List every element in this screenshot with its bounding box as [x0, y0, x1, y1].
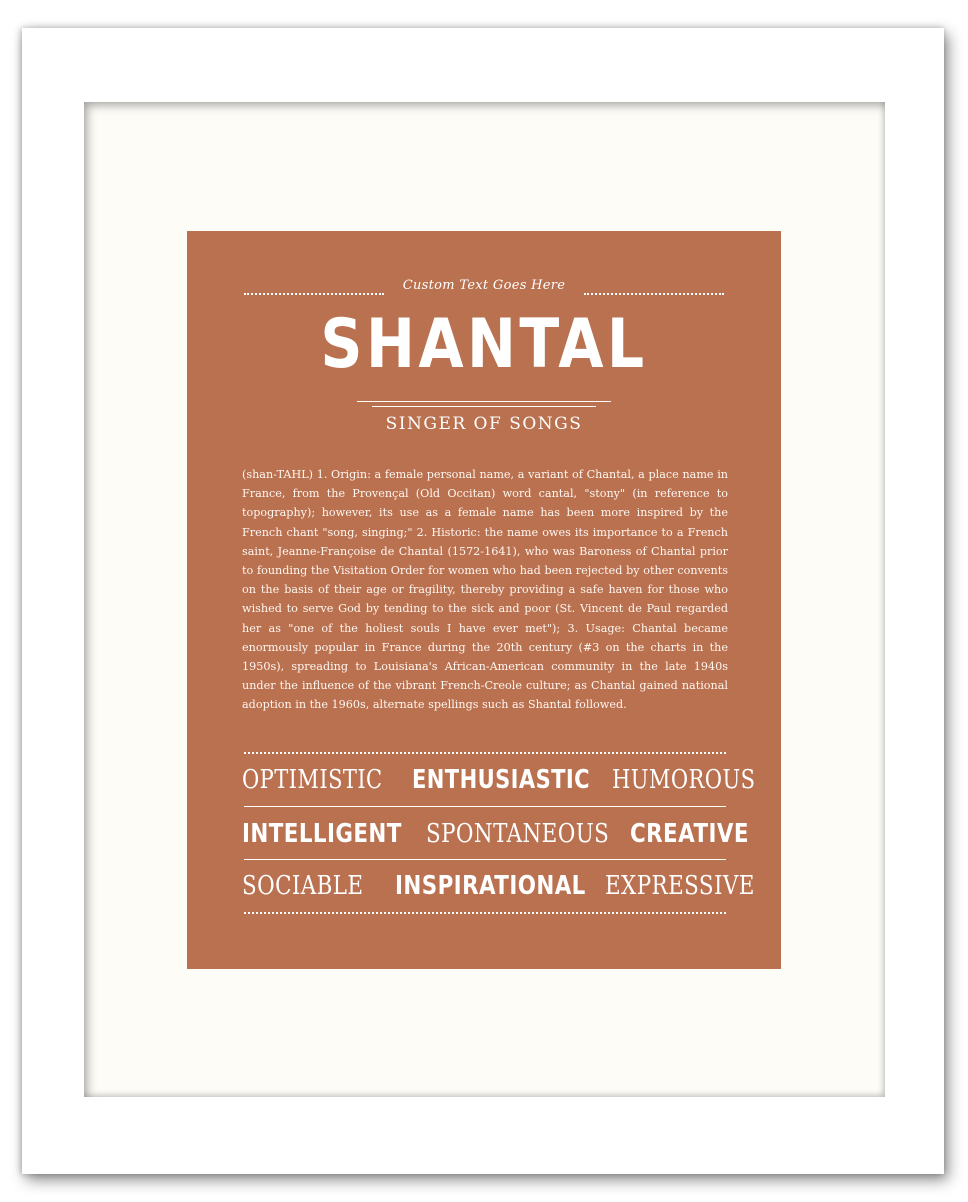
trait-rule-2	[244, 859, 726, 860]
dotted-divider-left	[244, 293, 384, 295]
trait-word: ENTHUSIASTIC	[411, 765, 590, 795]
dotted-divider-traits-bottom	[244, 912, 726, 914]
trait-word: INSPIRATIONAL	[394, 871, 586, 901]
trait-row-2	[242, 819, 749, 849]
custom-text: Custom Text Goes Here	[402, 278, 566, 293]
title-rule-top	[357, 401, 611, 402]
trait-word: SOCIABLE	[242, 871, 364, 901]
title-rule-bottom	[372, 406, 596, 407]
name-art-print	[187, 231, 781, 969]
trait-word: HUMOROUS	[611, 765, 756, 795]
dotted-divider-right	[584, 293, 724, 295]
trait-word: OPTIMISTIC	[242, 765, 383, 795]
trait-row-3	[242, 871, 755, 901]
dotted-divider-traits-top	[244, 752, 726, 754]
trait-word: CREATIVE	[629, 819, 749, 849]
trait-word: INTELLIGENT	[242, 819, 402, 849]
trait-word: SPONTANEOUS	[426, 819, 610, 849]
trait-rule-1	[244, 806, 726, 807]
name-title: SHANTAL	[320, 305, 648, 384]
name-definition: (shan-TAHL) 1. Origin: a female personal name, a variant of Chantal, a place name in France, from the Provençal (Old Occitan) word cantal, "stony" (in reference to topography); however, its use as a female name has been more inspired by the French chant "song, singing;" 2. Historic: the name owes its importance to a French saint, Jeanne-Françoise de Chantal (1572-1641), who was Baroness of Chantal prior to founding the Visitation Order for women who had been rejected by other convents on the basis of their age or fragility, thereby providing a safe haven for those who wished to serve God by tending to the sick and poor (St. Vincent de Paul regarded her as "one of the holiest souls I have ever met"); 3. Usage: Chantal became enormously popular in France during the 20th century (#3 on the charts in the 1950s), spreading to Louisiana's African-American community in the late 1940s under the influence of the vibrant French-Creole culture; as Chantal gained national adoption in the 1960s, alternate spellings such as Shantal followed.	[242, 468, 728, 712]
trait-row-1	[242, 765, 756, 795]
trait-word: EXPRESSIVE	[604, 871, 755, 901]
name-meaning: SINGER OF SONGS	[385, 414, 583, 434]
